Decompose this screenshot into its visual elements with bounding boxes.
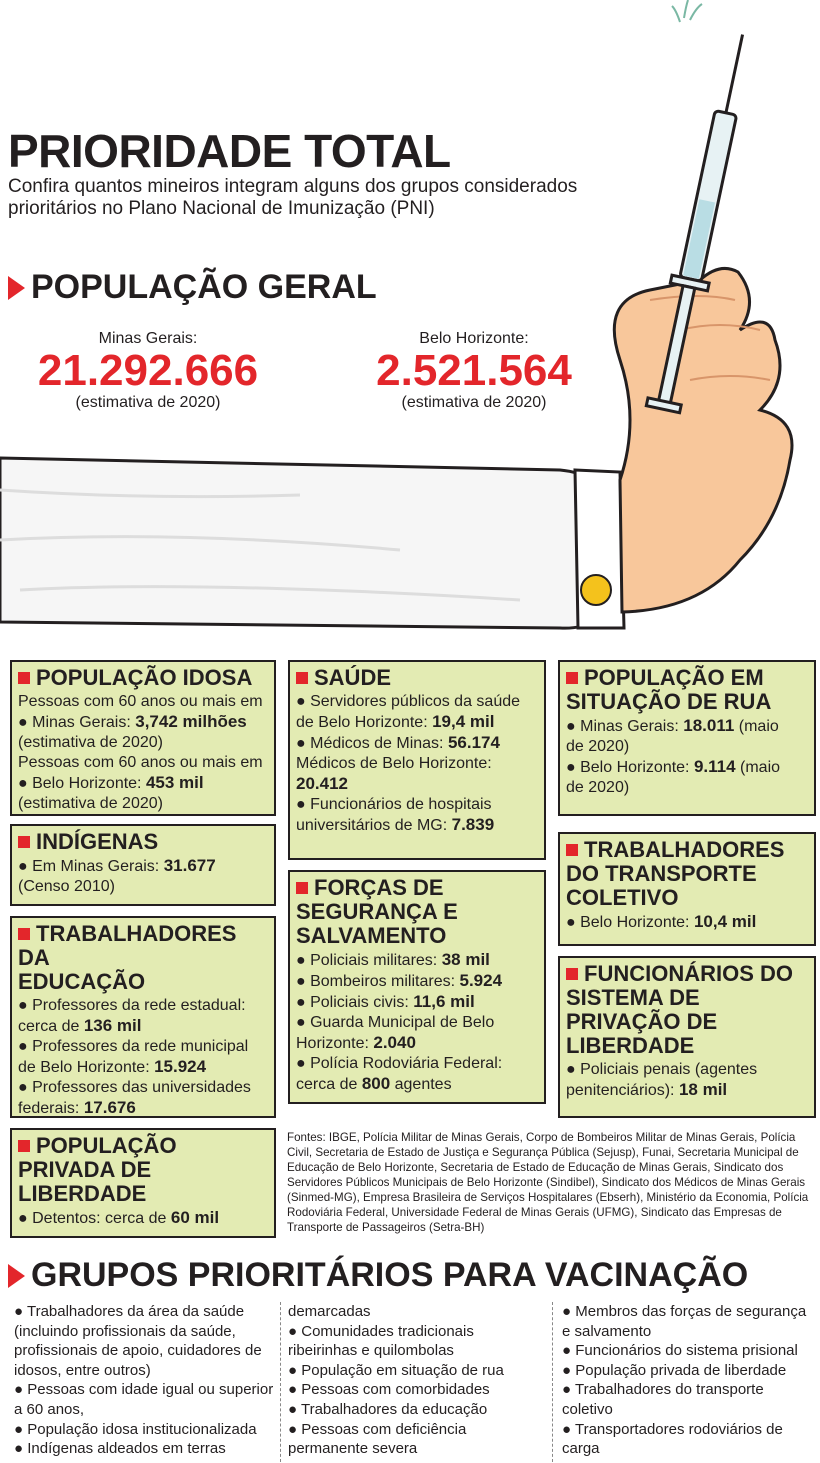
column-divider bbox=[552, 1302, 553, 1462]
stat-minas-gerais bbox=[28, 330, 268, 412]
box-situacao-de-rua: POPULAÇÃO EM SITUAÇÃO DE RUA ● Minas Gerais: 18.011 (maio de 2020) ● Belo Horizonte: 9.114 (maio de 2020) bbox=[558, 660, 816, 816]
box-transporte-coletivo: TRABALHADORES DO TRANSPORTE COLETIVO ● Belo Horizonte: 10,4 mil bbox=[558, 832, 816, 946]
box-title: POPULAÇÃO IDOSA bbox=[18, 666, 268, 690]
column-divider bbox=[280, 1302, 281, 1462]
box-saude: SAÚDE ● Servidores públicos da saúde de Belo Horizonte: 19,4 mil ● Médicos de Minas: 56.174 Médicos de Belo Horizonte: 20.412 ● Funcionários de hospitais universitários de MG: 7.839 bbox=[288, 660, 546, 860]
box-title: TRABALHADORES DO TRANSPORTE COLETIVO bbox=[566, 837, 785, 910]
red-square-icon bbox=[566, 968, 578, 980]
stat-value: 21.292.666 bbox=[37, 346, 259, 395]
grupos-column-2: demarcadas ● Comunidades tradicionais ribeirinhas e quilombolas ● População em situação de rua ● Pessoas com comorbidades ● Trabalhadores da educação ● Pessoas com deficiência permanente severa bbox=[288, 1303, 504, 1458]
box-populacao-idosa: POPULAÇÃO IDOSA Pessoas com 60 anos ou mais em ● Minas Gerais: 3,742 milhões (estimativa de 2020) Pessoas com 60 anos ou mais em ● Belo Horizonte: 453 mil (estimativa de 2020) bbox=[10, 660, 276, 816]
red-square-icon bbox=[296, 672, 308, 684]
stat-note: (estimativa de 2020) bbox=[75, 394, 221, 411]
triangle-bullet-icon bbox=[8, 276, 25, 300]
populacao-geral-label: POPULAÇÃO GERAL bbox=[31, 268, 377, 306]
stat-label: Minas Gerais: bbox=[98, 330, 198, 347]
grupos-column-1: ● Trabalhadores da área da saúde (incluindo profissionais da saúde, profissionais de apoio, cuidadores de idosos, entre outros) ● Pessoas com idade igual ou superior a 60 anos, ● População idosa institucionalizada ● Indígenas aldeados em terras bbox=[14, 1303, 274, 1458]
box-sistema-prisional: FUNCIONÁRIOS DO SISTEMA DE PRIVAÇÃO DE LIBERDADE ● Policiais penais (agentes penitenciários): 18 mil bbox=[558, 956, 816, 1118]
page-title: PRIORIDADE TOTAL bbox=[8, 125, 451, 177]
syringe-hand-illustration bbox=[0, 0, 820, 640]
box-title: TRABALHADORES DA EDUCAÇÃO bbox=[18, 921, 237, 994]
triangle-bullet-icon bbox=[8, 1264, 25, 1288]
stat-value: 2.521.564 bbox=[376, 346, 572, 395]
box-title: SAÚDE bbox=[296, 666, 538, 690]
page-subtitle: Confira quantos mineiros integram alguns dos grupos considerados prioritários no Plano Nacional de Imunização (PNI) bbox=[8, 176, 578, 219]
box-educacao: TRABALHADORES DA EDUCAÇÃO ● Professores da rede estadual: cerca de 136 mil ● Professores da rede municipal de Belo Horizonte: 15.924 ● Professores das universidades federais: 17.676 bbox=[10, 916, 276, 1118]
box-indigenas: INDÍGENAS ● Em Minas Gerais: 31.677 (Censo 2010) bbox=[10, 824, 276, 906]
box-forcas-seguranca: FORÇAS DE SEGURANÇA E SALVAMENTO ● Policiais militares: 38 mil ● Bombeiros militares: 5.924 ● Policiais civis: 11,6 mil ● Guarda Municipal de Belo Horizonte: 2.040 ● Polícia Rodoviária Federal: cerca de 800 agentes bbox=[288, 870, 546, 1104]
box-title: INDÍGENAS bbox=[18, 830, 268, 854]
red-square-icon bbox=[18, 836, 30, 848]
red-square-icon bbox=[566, 672, 578, 684]
box-title: POPULAÇÃO EM SITUAÇÃO DE RUA bbox=[566, 665, 772, 714]
red-square-icon bbox=[18, 928, 30, 940]
stat-belo-horizonte bbox=[364, 330, 584, 412]
grupos-column-3: ● Membros das forças de segurança e salvamento ● Funcionários do sistema prisional ● População privada de liberdade ● Trabalhadores do transporte coletivo ● Transportadores rodoviários de carga bbox=[562, 1303, 807, 1458]
box-title: FORÇAS DE SEGURANÇA E SALVAMENTO bbox=[296, 875, 458, 948]
stat-label: Belo Horizonte: bbox=[419, 330, 529, 347]
populacao-geral-heading bbox=[8, 268, 377, 307]
red-square-icon bbox=[18, 1140, 30, 1152]
stat-note: (estimativa de 2020) bbox=[401, 394, 547, 411]
sources-text: Fontes: IBGE, Polícia Militar de Minas Gerais, Corpo de Bombeiros Militar de Minas Gerais, Polícia Civil, Secretaria de Estado de Justiça e Segurança Pública (Sejusp), Funai, Secretaria Municipal de Educação de Belo Horizonte, Secretaria de Estado de Educação de Minas Gerais, Sindicato dos Servidores Públicos Municipais de Belo Horizonte (Sindibel), Sindicato dos Médicos de Minas Gerais (Sinmed-MG), Empresa Brasileira de Serviços Hospitalares (Ebserh), Ministério da Economia, Polícia Rodoviária Federal, Universidade Federal de Minas Gerais (UFMG), Sindicato das Empresas de Transporte de Passageiros (Setra-BH) bbox=[287, 1131, 809, 1234]
grupos-label: GRUPOS PRIORITÁRIOS PARA VACINAÇÃO bbox=[31, 1256, 749, 1294]
box-title: FUNCIONÁRIOS DO SISTEMA DE PRIVAÇÃO DE LIBERDADE bbox=[566, 961, 793, 1058]
red-square-icon bbox=[296, 882, 308, 894]
grupos-heading bbox=[8, 1256, 748, 1295]
red-square-icon bbox=[18, 672, 30, 684]
box-populacao-privada: POPULAÇÃO PRIVADA DE LIBERDADE ● Detentos: cerca de 60 mil bbox=[10, 1128, 276, 1238]
red-square-icon bbox=[566, 844, 578, 856]
box-title: POPULAÇÃO PRIVADA DE LIBERDADE bbox=[18, 1133, 177, 1206]
